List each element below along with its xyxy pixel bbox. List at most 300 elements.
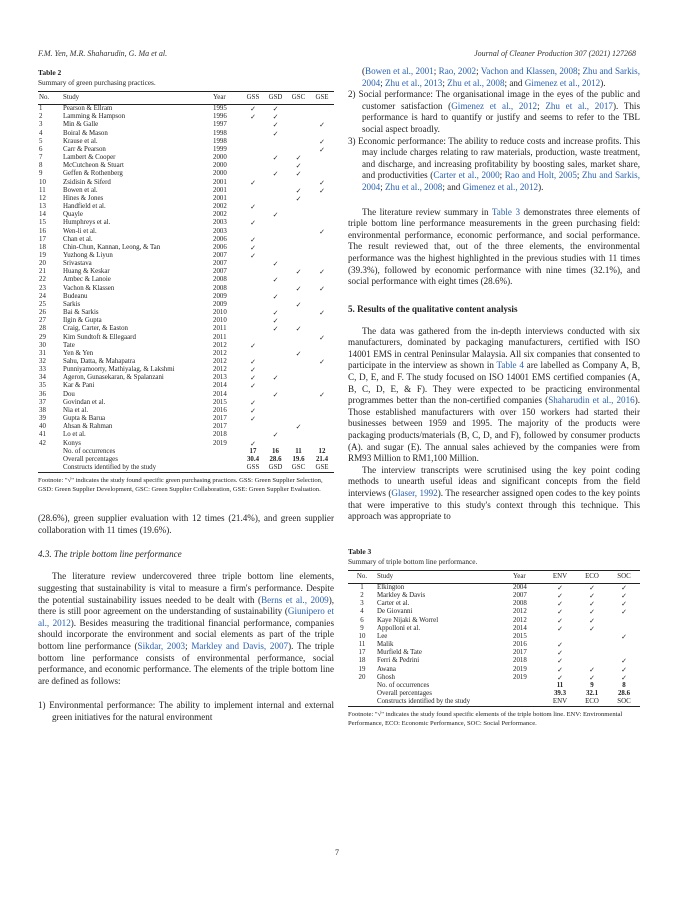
study-year: 2003	[213, 227, 227, 235]
study-year: 2007	[213, 268, 227, 276]
row-number: 35	[39, 382, 46, 390]
check-mark	[287, 203, 310, 211]
check-mark	[310, 317, 334, 325]
check-mark	[310, 415, 334, 423]
study-name: Markley & Davis	[377, 592, 426, 600]
summary-label: No. of occurrences	[377, 681, 430, 689]
check-mark: ✓	[557, 673, 563, 682]
study-year: 2013	[213, 374, 227, 382]
check-mark	[242, 138, 264, 146]
check-mark	[264, 195, 287, 203]
citation-link[interactable]: Gimenez et al., 2012	[451, 100, 538, 111]
row-number: 31	[39, 349, 46, 357]
check-mark: ✓	[250, 341, 256, 350]
check-mark: ✓	[621, 665, 627, 674]
study-name: Bai & Sarkis	[63, 309, 99, 317]
citation-link[interactable]: Berns et al., 2009	[261, 594, 329, 605]
check-mark: ✓	[272, 309, 279, 318]
check-mark	[287, 146, 310, 154]
table-row	[38, 268, 334, 276]
check-mark: ✓	[319, 186, 325, 195]
citation-link[interactable]: Carter et al., 2000	[433, 170, 500, 181]
row-number: 11	[39, 186, 46, 194]
row-number: 30	[39, 341, 46, 349]
check-mark	[287, 105, 310, 114]
summary-label: Constructs identified by the study	[376, 698, 512, 707]
summary-value: 11	[556, 681, 564, 689]
row-number: 2	[360, 592, 364, 600]
check-mark: ✓	[250, 439, 256, 448]
row-number: 21	[39, 268, 46, 276]
table-row	[38, 170, 334, 178]
row-number: 6	[360, 616, 364, 624]
check-mark	[287, 252, 310, 260]
study-year: 2007	[213, 260, 227, 268]
check-mark	[242, 130, 264, 138]
table-row	[348, 625, 640, 633]
check-mark	[242, 325, 264, 333]
check-mark	[287, 342, 310, 350]
check-mark: ✓	[272, 374, 279, 383]
table-row	[38, 276, 334, 284]
check-mark	[287, 138, 310, 146]
summary-value: 28.6	[617, 689, 631, 697]
table2-col-header: GSE	[310, 92, 334, 105]
study-name: Murfield & Tate	[377, 649, 422, 657]
study-name: Dou	[63, 390, 75, 398]
table2	[38, 91, 334, 473]
check-mark: ✓	[557, 592, 563, 601]
check-mark	[310, 293, 334, 301]
citation-link[interactable]: Rao, 2002	[438, 66, 477, 76]
study-name: Yuzhong & Liyun	[63, 251, 113, 259]
tbl-item-economic: 3) Economic performance: The ability to reduce costs and increase profits. This may include charges relating to raw materials, production, waste treatment, and discharge, and increasing profitability by boosting sales, market share, and productivities (Carter et al., 2000; Rao and Holt, 2005; Zhu and Sarkis, 2004; Zhu et al., 2008; and Gimenez et al., 2012).	[348, 135, 640, 192]
row-number: 36	[39, 390, 46, 398]
row-number: 16	[39, 227, 46, 235]
row-number: 9	[360, 624, 364, 632]
table3-header-row	[348, 570, 640, 583]
study-name: Hines & Jones	[63, 194, 104, 202]
check-mark	[576, 657, 608, 665]
study-name: De Giovanni	[377, 608, 413, 616]
citation-link[interactable]: Giunipero et al., 2012	[38, 606, 334, 628]
row-number: 38	[39, 406, 46, 414]
check-mark: ✓	[319, 358, 325, 366]
table3-title: Table 3	[348, 546, 372, 556]
row-number: 20	[358, 673, 366, 681]
study-name: Krause et al.	[63, 137, 98, 145]
check-mark	[310, 203, 334, 211]
check-mark	[242, 228, 264, 236]
study-year: 2015	[213, 398, 227, 406]
check-mark	[287, 431, 310, 439]
summary-spacer	[212, 456, 242, 464]
study-year: 2012	[213, 358, 227, 365]
study-year: 2014	[213, 382, 227, 390]
check-mark	[287, 440, 310, 448]
study-name: Gupta & Barua	[63, 415, 106, 423]
check-mark	[264, 228, 287, 236]
study-year: 2009	[213, 292, 227, 300]
check-mark: ✓	[250, 374, 256, 383]
study-name: Zsidisin & Siferd	[63, 178, 111, 186]
study-name: Quayle	[63, 211, 83, 219]
study-year: 2011	[213, 333, 227, 341]
check-mark: ✓	[272, 129, 279, 138]
study-year: 1995	[213, 105, 227, 113]
check-mark	[608, 625, 640, 633]
summary-value: SOC	[608, 698, 640, 707]
table-row	[38, 440, 334, 448]
row-number: 19	[358, 665, 366, 673]
check-mark	[310, 260, 334, 268]
summary-value: 16	[272, 447, 279, 455]
table-row	[38, 407, 334, 415]
table-row	[38, 121, 334, 129]
table2-col-header: Year	[212, 92, 242, 105]
check-mark	[264, 285, 287, 293]
row-number: 29	[39, 333, 46, 341]
table2-header-row	[38, 92, 334, 105]
section-5-heading: 5. Results of the qualitative content analysis	[348, 303, 518, 314]
row-number: 1	[39, 105, 43, 113]
study-name: Lee	[377, 632, 388, 640]
check-mark	[242, 260, 264, 268]
check-mark	[287, 399, 310, 407]
study-name: Humphreys et al.	[63, 219, 111, 227]
check-mark: ✓	[295, 162, 302, 171]
citation-link[interactable]: Zhu et al., 2008	[385, 181, 443, 192]
check-mark	[242, 268, 264, 276]
table-row	[38, 105, 334, 114]
citation-link[interactable]: Bowen et al., 2001	[365, 66, 434, 76]
table-row	[38, 301, 334, 309]
table-row	[38, 293, 334, 301]
row-number: 34	[39, 374, 46, 382]
check-mark	[287, 211, 310, 219]
study-name: Ahsan & Rahman	[63, 423, 113, 431]
table-row	[38, 309, 334, 317]
summary-value: 39.3	[553, 689, 567, 697]
check-mark	[242, 293, 264, 301]
citation-link[interactable]: Zhu and Sarkis, 2004	[362, 66, 640, 88]
study-year: 2002	[213, 203, 227, 211]
check-mark	[242, 187, 264, 195]
check-mark: ✓	[250, 382, 256, 391]
check-mark	[242, 121, 264, 129]
summary-spacer	[212, 448, 242, 456]
summary-spacer	[348, 682, 376, 690]
row-number: 8	[39, 162, 43, 170]
check-mark: ✓	[319, 284, 325, 293]
citation-link[interactable]: Glaser, 1992	[391, 488, 438, 498]
check-mark: ✓	[589, 583, 595, 592]
study-year: 1999	[213, 145, 227, 153]
check-mark	[310, 130, 334, 138]
study-year: 2007	[213, 251, 227, 259]
check-mark	[242, 162, 264, 170]
check-mark	[310, 105, 334, 114]
check-mark	[264, 244, 287, 252]
table-row	[38, 195, 334, 203]
citation-link[interactable]: Zhu and Sarkis, 2004	[362, 170, 640, 192]
check-mark: ✓	[621, 657, 627, 666]
table-row	[348, 674, 640, 682]
table-row	[38, 334, 334, 342]
check-mark	[242, 285, 264, 293]
check-mark	[287, 407, 310, 415]
row-number: 1	[360, 583, 364, 591]
citation-link[interactable]: Zhu et al., 2013	[385, 77, 443, 88]
summary-value: GSC	[287, 464, 310, 473]
check-mark	[287, 276, 310, 284]
check-mark	[544, 633, 576, 641]
check-mark: ✓	[557, 583, 563, 592]
table2-col-header: GSD	[264, 92, 287, 105]
citation-link[interactable]: Vachon and Klassen, 2008	[480, 66, 578, 76]
row-number: 15	[39, 219, 46, 227]
check-mark	[264, 301, 287, 309]
summary-row	[38, 448, 334, 456]
table-row	[38, 350, 334, 358]
summary-value: 32.1	[585, 689, 599, 697]
check-mark: ✓	[557, 608, 563, 617]
study-year: 2000	[213, 154, 227, 162]
table-row	[348, 600, 640, 608]
study-year: 2016	[513, 641, 527, 649]
table-row	[38, 203, 334, 211]
table3-col-header: SOC	[608, 570, 640, 583]
study-name: Craig, Carter, & Easton	[63, 325, 128, 333]
check-mark: ✓	[272, 317, 279, 326]
running-header-journal: Journal of Cleaner Production 307 (2021) 127268	[474, 49, 636, 58]
check-mark: ✓	[250, 398, 256, 407]
check-mark	[264, 146, 287, 154]
literature-summary-paragraph: The literature review summary in Table 3 demonstrates three elements of triple bottom line performance measurements in the green purchasing field: environmental performance, economic performance, and social performance. The result reviewed that, out of the three elements, the environmental performance was the highest highlighted in the previous studies with 11 times (39.3%), followed by economic performance with nine times (32.1%), and social performance with eight times (28.6%).	[348, 206, 640, 287]
check-mark	[264, 407, 287, 415]
citation-link[interactable]: Zhu et al., 2008	[447, 77, 505, 88]
check-mark	[264, 236, 287, 244]
check-mark	[264, 415, 287, 423]
study-year: 2009	[213, 300, 227, 308]
check-mark: ✓	[557, 641, 563, 650]
study-year: 1998	[213, 137, 227, 145]
check-mark: ✓	[272, 113, 279, 122]
check-mark: ✓	[272, 276, 279, 285]
study-year: 2007	[513, 592, 527, 600]
check-mark: ✓	[250, 415, 256, 424]
check-mark	[242, 309, 264, 317]
study-year: 2011	[213, 325, 227, 333]
continued-citations: (Bowen et al., 2001; Rao, 2002; Vachon and Klassen, 2008; Zhu and Sarkis, 2004; Zhu et al., 2013; Zhu et al., 2008; and Gimenez et al., 2012).	[362, 66, 640, 88]
row-number: 10	[39, 178, 46, 186]
table3-link[interactable]: Table 3	[491, 206, 520, 217]
table-row	[348, 592, 640, 600]
check-mark	[287, 309, 310, 317]
study-name: Lambert & Cooper	[63, 154, 116, 162]
section-4-3-heading: 4.3. The triple bottom line performance	[38, 549, 182, 560]
check-mark	[287, 244, 310, 252]
citation-link[interactable]: Sikdar, 2003	[137, 640, 186, 651]
study-year: 2017	[213, 423, 227, 431]
table3-col-header: ENV	[544, 570, 576, 583]
table2-col-header: GSC	[287, 92, 310, 105]
summary-spacer	[512, 698, 544, 707]
check-mark	[264, 440, 287, 448]
summary-value: 8	[622, 681, 626, 689]
row-number: 13	[39, 203, 46, 211]
tbl-item-environmental: 1) Environmental performance: The ability to implement internal and external green initiatives for the natural environment	[38, 700, 334, 722]
table-row	[38, 154, 334, 162]
study-year: 2018	[213, 431, 227, 439]
study-year: 2016	[213, 406, 227, 414]
citation-link[interactable]: Rao and Holt, 2005	[504, 170, 577, 181]
summary-value: GSE	[310, 464, 334, 473]
row-number: 19	[39, 251, 46, 259]
check-mark: ✓	[272, 325, 279, 334]
study-year: 2017	[513, 649, 527, 657]
study-name: Punniyamoorty, Mathiyalag, & Lakshmi	[63, 366, 175, 374]
check-mark	[310, 276, 334, 284]
table4-link[interactable]: Table 4	[496, 360, 524, 371]
study-name: Lamming & Hampson	[63, 113, 126, 121]
row-number: 5	[39, 137, 43, 145]
study-year: 2017	[213, 415, 227, 423]
check-mark	[287, 334, 310, 342]
study-name: Kaye Nijaki & Worrel	[377, 616, 439, 624]
study-name: Sahu, Datta, & Mahapatra	[63, 358, 136, 365]
study-year: 2001	[213, 186, 227, 194]
study-name: Chin-Chun, Kannan, Leong, & Tan	[63, 243, 161, 251]
results-paragraph-1: The data was gathered from the in-depth interviews conducted with six manufacturers, dominated by packaging manufacturers, certified with ISO 14001 EMS in central Peninsular Malaysia. All six companies that consented to participate in the interview as shown in Table 4 are labelled as Company A, B, C, D, E, and F. The study focused on ISO 14001 EMS certified companies (A, B, C, D, E, & F). They were expected to be practicing environmental programmes better than the non-certified companies (Shaharudin et al., 2016). Those established manufacturers with over 150 workers had started their businesses between 1959 and 1995. The majority of the products were packaging products/materials (B, C, D, and F), followed by consumer products (A). and sugar (E). The annual sales achieved by the companies were from RM93 Million to RM1,100 Million.	[348, 325, 641, 464]
row-number: 10	[358, 632, 366, 640]
check-mark	[287, 260, 310, 268]
check-mark: ✓	[250, 113, 256, 122]
check-mark: ✓	[589, 624, 595, 633]
study-year: 2002	[213, 211, 227, 219]
check-mark	[242, 211, 264, 219]
check-mark	[310, 407, 334, 415]
summary-spacer	[38, 456, 62, 464]
check-mark	[264, 203, 287, 211]
check-mark: ✓	[319, 227, 325, 236]
study-name: Tate	[63, 341, 75, 349]
row-number: 28	[39, 325, 46, 333]
table-row	[38, 219, 334, 227]
check-mark	[287, 374, 310, 382]
table2-caption: Summary of green purchasing practices.	[38, 78, 156, 87]
table3-footnote: Footnote: "√" indicates the study found specific elements of the triple bottom line. ENV: Environmental Performance, ECO: Economic Performance, SOC: Social Performance.	[348, 711, 623, 728]
summary-row	[38, 464, 334, 473]
study-name: Min & Galle	[63, 121, 99, 129]
study-name: Kim Sundtoft & Ellegaard	[63, 333, 136, 341]
row-number: 22	[39, 276, 46, 284]
check-mark	[287, 130, 310, 138]
check-mark: ✓	[621, 608, 627, 617]
table2-col-header: GSS	[242, 92, 264, 105]
summary-value: GSD	[264, 464, 287, 473]
citation-link[interactable]: Shaharudin et al., 2016	[548, 395, 635, 406]
check-mark	[264, 358, 287, 366]
check-mark: ✓	[295, 325, 302, 334]
row-number: 4	[360, 608, 364, 616]
check-mark	[310, 154, 334, 162]
summary-value: 30.4	[246, 455, 260, 463]
check-mark	[310, 219, 334, 227]
tbl-item-social: 2) Social performance: The organisational image in the eyes of the public and customer satisfaction (Gimenez et al., 2012; Zhu et al., 2017). This performance is hard to quantify or justify and seems to refer to the TBL social aspect broadly.	[348, 89, 640, 134]
summary-spacer	[348, 690, 376, 698]
study-name: Govindan et al.	[63, 398, 106, 406]
table-row	[38, 325, 334, 333]
check-mark	[242, 423, 264, 431]
study-name: McCutcheon & Stuart	[63, 162, 124, 170]
check-mark	[608, 641, 640, 649]
check-mark	[576, 633, 608, 641]
study-year: 2012	[513, 608, 527, 616]
check-mark: ✓	[295, 194, 302, 203]
results-paragraph-2: The interview transcripts were scrutinised using the key point coding methods to unearth useful ideas and significant concepts from the field interviews (Glaser, 1992). The researcher assigned open codes to the key points that were imperative to this study's context through this technique. This approach was appropriate to	[348, 464, 640, 522]
table2-col-header: No.	[38, 92, 62, 105]
check-mark: ✓	[319, 145, 325, 154]
study-name: Sarkis	[63, 300, 81, 308]
table2-title: Table 2	[38, 68, 62, 77]
summary-spacer	[348, 698, 376, 707]
citation-link[interactable]: Gimenez et al., 2012	[462, 181, 539, 192]
check-mark	[287, 179, 310, 187]
check-mark	[310, 252, 334, 260]
study-name: Elkington	[377, 583, 405, 591]
check-mark: ✓	[557, 616, 563, 625]
check-mark: ✓	[621, 600, 627, 609]
check-mark	[310, 342, 334, 350]
row-number: 9	[39, 170, 43, 178]
study-year: 1997	[213, 121, 227, 129]
row-number: 6	[39, 145, 43, 153]
check-mark	[264, 366, 287, 374]
citation-link[interactable]: Markley and Davis, 2007	[191, 640, 289, 651]
table-row	[348, 649, 640, 657]
check-mark: ✓	[295, 284, 302, 293]
table-row	[348, 641, 640, 649]
check-mark	[264, 252, 287, 260]
study-name: Vachon & Klassen	[63, 284, 115, 292]
table-row	[38, 211, 334, 219]
summary-value: 9	[590, 681, 594, 689]
check-mark	[264, 399, 287, 407]
study-year: 2012	[213, 349, 227, 357]
check-mark: ✓	[621, 592, 627, 601]
citation-link[interactable]: Gimenez et al., 2012	[524, 77, 601, 88]
study-name: Kar & Pani	[63, 382, 95, 390]
study-name: Budeanu	[63, 292, 88, 300]
table-row	[38, 391, 334, 399]
check-mark	[264, 334, 287, 342]
row-number: 4	[39, 129, 43, 137]
table-row	[38, 415, 334, 423]
row-number: 33	[39, 366, 46, 374]
study-name: Pearson & Ellram	[63, 105, 113, 113]
check-mark: ✓	[295, 349, 302, 358]
check-mark	[242, 317, 264, 325]
table-row	[38, 244, 334, 252]
check-mark	[264, 342, 287, 350]
table-row	[38, 431, 334, 439]
summary-value: 28.6	[269, 455, 282, 463]
check-mark: ✓	[272, 390, 279, 399]
citation-link[interactable]: Zhu et al., 2017	[545, 100, 613, 111]
check-mark: ✓	[272, 154, 279, 163]
table3	[348, 570, 640, 708]
